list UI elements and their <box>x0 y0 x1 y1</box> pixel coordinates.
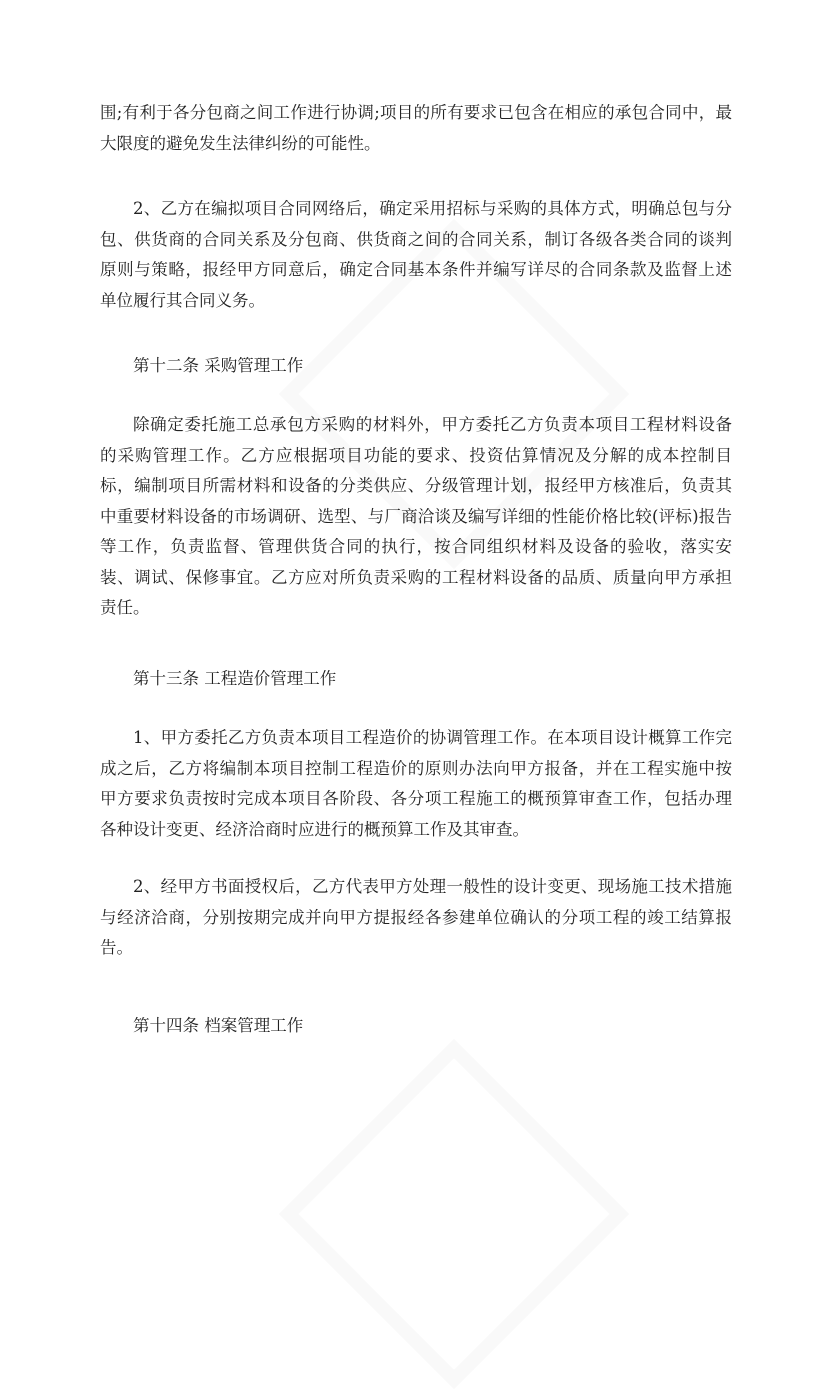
text-line: 责任。 <box>100 598 150 617</box>
text-line: 成之后，乙方将编制本项目控制工程造价的原则办法向甲方报备，并在工程实施中按 <box>100 758 732 778</box>
text-line: 2、乙方在编拟项目合同网络后，确定采用招标与采购的具体方式，明确总包与分 <box>133 199 732 218</box>
text-line: 的采购管理工作。乙方应根据项目功能的要求、投资估算情况及分解的成本控制目 <box>100 445 732 465</box>
watermark <box>279 1039 630 1389</box>
text-line: 中重要材料设备的市场调研、选型、与厂商洽谈及编写详细的性能价格比较(评标)报告 <box>100 506 732 526</box>
text-line: 围;有利于各分包商之间工作进行协调;项目的所有要求已包含在相应的承包合同中，最 <box>100 103 732 122</box>
text-line: 包、供货商的合同关系及分包商、供货商之间的合同关系，制订各级各类合同的谈判 <box>100 229 732 249</box>
text-line: 告。 <box>100 938 133 957</box>
text-line: 1、甲方委托乙方负责本项目工程造价的协调管理工作。在本项目设计概算工作完 <box>133 728 732 747</box>
text-line: 除确定委托施工总承包方采购的材料外，甲方委托乙方负责本项目工程材料设备 <box>133 415 732 434</box>
text-line: 装、调试、保修事宜。乙方应对所负责采购的工程材料设备的品质、质量向甲方承担 <box>100 567 732 587</box>
section-heading-13: 第十三条 工程造价管理工作 <box>133 669 337 688</box>
text-line: 与经济洽商，分别按期完成并向甲方提报经各参建单位确认的分项工程的竣工结算报 <box>100 907 732 927</box>
paragraph-contract-network <box>100 194 732 316</box>
paragraph-cost-2 <box>100 872 732 964</box>
text-line: 单位履行其合同义务。 <box>100 290 265 310</box>
text-line: 甲方要求负责按时完成本项目各阶段、各分项工程施工的概预算审查工作，包括办理 <box>100 789 732 808</box>
paragraph-cost-1 <box>100 723 732 845</box>
text-line: 各种设计变更、经济洽商时应进行的概预算工作及其审查。 <box>100 819 529 839</box>
paragraph-continuation <box>100 98 732 159</box>
paragraph-procurement <box>100 410 732 624</box>
section-heading-12: 第十二条 采购管理工作 <box>133 356 304 375</box>
text-line: 原则与策略，报经甲方同意后，确定合同基本条件并编写详尽的合同条款及监督上述 <box>100 260 732 279</box>
text-line: 2、经甲方书面授权后，乙方代表甲方处理一般性的设计变更、现场施工技术措施 <box>133 877 732 896</box>
text-line: 大限度的避免发生法律纠纷的可能性。 <box>100 133 381 153</box>
text-line: 等工作，负责监督、管理供货合同的执行，按合同组织材料及设备的验收，落实安 <box>100 537 732 556</box>
section-heading-14: 第十四条 档案管理工作 <box>133 1016 304 1035</box>
text-line: 标，编制项目所需材料和设备的分类供应、分级管理计划，报经甲方核准后，负责其 <box>100 476 732 495</box>
